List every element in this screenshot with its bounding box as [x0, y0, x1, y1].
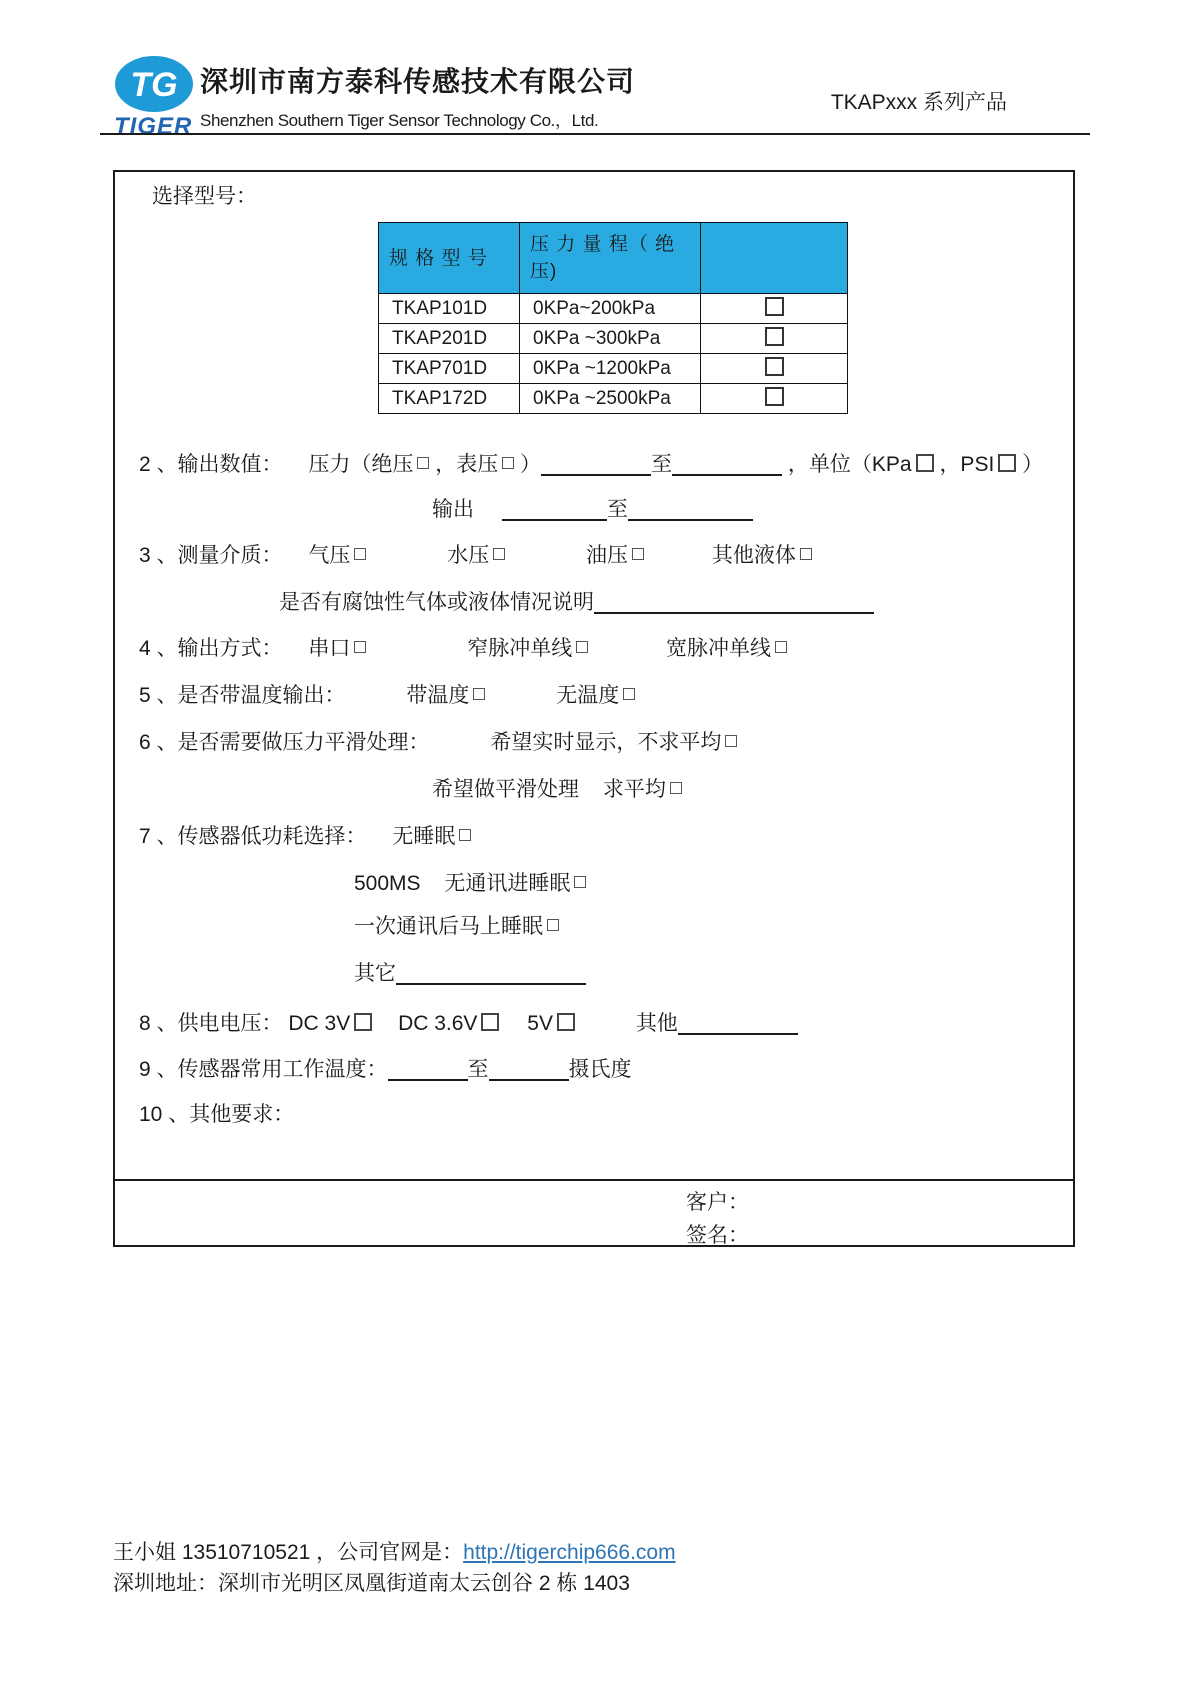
line2-to: 至	[651, 453, 673, 476]
line2-label: 2 、输出数值：	[139, 453, 283, 476]
company-logo	[110, 54, 204, 145]
checkbox-sleep-after-comm[interactable]	[547, 919, 559, 931]
line3-label: 3 、测量介质：	[139, 544, 283, 567]
table-header-select	[701, 223, 848, 294]
line4-serial: 串口	[308, 637, 351, 660]
line7d-other: 其它	[354, 962, 396, 985]
checkbox-no-temperature[interactable]	[623, 688, 635, 700]
blank-pressure-from[interactable]	[541, 452, 651, 476]
range-cell: 0KPa ~1200kPa	[520, 354, 701, 384]
blank-temp-from[interactable]	[388, 1057, 468, 1081]
blank-other-voltage[interactable]	[678, 1011, 798, 1035]
model-cell: TKAP701D	[379, 354, 520, 384]
company-name-en: Shenzhen Southern Tiger Sensor Technology Co.，Ltd.	[200, 111, 599, 130]
line4-label: 4 、输出方式：	[139, 637, 283, 660]
form-line-other-power	[354, 959, 586, 989]
line4-wide-pulse: 宽脉冲单线	[666, 637, 772, 660]
checkbox-5v[interactable]	[557, 1013, 575, 1031]
checkbox-psi[interactable]	[998, 454, 1016, 472]
footer-address-line: 深圳地址：深圳市光明区凤凰街道南太云创谷 2 栋 1403	[113, 1572, 630, 1595]
checkbox-tkap701d[interactable]	[765, 357, 784, 376]
line2-gauge: ，表压	[435, 453, 499, 476]
logo-tiger-text: TIGER	[114, 113, 193, 140]
line6b-smooth: 希望做平滑处理	[432, 778, 579, 801]
blank-corrosive-note[interactable]	[594, 590, 874, 614]
form-line-low-power	[139, 822, 471, 852]
table-row	[379, 354, 848, 384]
line9-celsius: 摄氏度	[568, 1058, 632, 1081]
line2b-output: 输出	[432, 498, 474, 521]
checkbox-no-sleep[interactable]	[459, 829, 471, 841]
checkbox-dc-3v6[interactable]	[481, 1013, 499, 1031]
form-line-smoothing2	[432, 775, 682, 805]
line4-narrow-pulse: 窄脉冲单线	[467, 637, 573, 660]
line8-5v: 5V	[527, 1012, 553, 1035]
line8-other: 其他	[635, 1012, 678, 1035]
form-line-output-mode	[139, 634, 787, 664]
checkbox-narrow-pulse[interactable]	[576, 641, 588, 653]
line6-label: 6 、是否需要做压力平滑处理：	[139, 731, 430, 754]
checkbox-tkap172d[interactable]	[765, 387, 784, 406]
blank-other-power[interactable]	[396, 961, 586, 985]
order-form-box	[113, 170, 1075, 1247]
line7b-no-comm-sleep: 无通讯进睡眠	[444, 872, 571, 895]
model-spec-table	[378, 222, 848, 414]
table-row	[379, 324, 848, 354]
line2-paren: ）	[520, 453, 542, 476]
line2-unit: ，单位（KPa	[787, 453, 912, 476]
line6-realtime: 希望实时显示，不求平均	[490, 731, 722, 754]
form-line-sleep-after-comm	[354, 912, 559, 942]
tiger-logo-icon	[110, 54, 204, 140]
line9-label: 9 、传感器常用工作温度：	[139, 1058, 388, 1081]
line8-dc3v: DC 3V	[288, 1012, 351, 1035]
checkbox-serial-port[interactable]	[354, 641, 366, 653]
blank-temp-to[interactable]	[489, 1057, 569, 1081]
blank-output-from[interactable]	[502, 497, 607, 521]
table-header-row	[379, 223, 848, 294]
line3-water: 水压	[447, 544, 490, 567]
select-model-label: 选择型号：	[152, 185, 257, 208]
line7-label: 7 、传感器低功耗选择：	[139, 825, 367, 848]
line8-label: 8 、供电电压：	[139, 1012, 283, 1035]
line2-close-paren: ）	[1022, 453, 1044, 476]
form-line-other-requirements	[139, 1100, 294, 1130]
line6b-average: 求平均	[602, 778, 666, 801]
form-line-voltage	[139, 1009, 798, 1039]
line8-dc3v6: DC 3.6V	[398, 1012, 478, 1035]
range-cell: 0KPa ~2500kPa	[520, 384, 701, 414]
form-line-output-range	[432, 495, 753, 525]
line5-no-temp: 无温度	[556, 684, 620, 707]
checkbox-realtime-no-average[interactable]	[725, 735, 737, 747]
line9-to: 至	[467, 1058, 489, 1081]
checkbox-tkap201d[interactable]	[765, 327, 784, 346]
checkbox-wide-pulse[interactable]	[775, 641, 787, 653]
line10-label: 10 、其他要求：	[139, 1103, 295, 1126]
table-header-model: 规 格 型 号	[379, 223, 520, 294]
range-cell: 0KPa ~300kPa	[520, 324, 701, 354]
line3-oil: 油压	[586, 544, 629, 567]
checkbox-tkap101d[interactable]	[765, 297, 784, 316]
checkbox-oil-pressure[interactable]	[632, 548, 644, 560]
blank-output-to[interactable]	[628, 497, 753, 521]
table-header-range: 压 力 量 程（ 绝压)	[520, 223, 701, 294]
line2b-to: 至	[606, 498, 628, 521]
line3b-text: 是否有腐蚀性气体或液体情况说明	[279, 591, 594, 614]
checkbox-water-pressure[interactable]	[493, 548, 505, 560]
line2-psi: ，PSI	[939, 453, 995, 476]
website-link[interactable]: http://tigerchip666.com	[463, 1541, 676, 1564]
product-series-title: TKAPxxx 系列产品	[830, 91, 1007, 114]
checkbox-kpa[interactable]	[916, 454, 934, 472]
line3-other-liquid: 其他液体	[711, 544, 796, 567]
line2-pressure: 压力（绝压	[308, 453, 414, 476]
form-line-medium	[139, 541, 812, 571]
form-line-output-values	[139, 450, 1043, 480]
logo-tg-text: TG	[130, 66, 178, 104]
form-line-working-temp	[139, 1055, 632, 1085]
customer-label: 客户：	[686, 1191, 749, 1214]
checkbox-sleep-500ms[interactable]	[574, 876, 586, 888]
form-line-smoothing	[139, 728, 737, 758]
contact-text: 王小姐 13510710521 ，公司官网是：	[113, 1541, 464, 1564]
table-row	[379, 294, 848, 324]
model-cell: TKAP201D	[379, 324, 520, 354]
signature-label: 签名：	[686, 1224, 749, 1247]
table-row	[379, 384, 848, 414]
form-line-sleep-500ms	[354, 869, 586, 899]
line5-label: 5 、是否带温度输出：	[139, 684, 346, 707]
checkbox-with-temperature[interactable]	[473, 688, 485, 700]
header-divider	[100, 133, 1090, 135]
company-name-cn: 深圳市南方泰科传感技术有限公司	[200, 66, 636, 97]
signature-section	[115, 1179, 1073, 1245]
line7b-500ms: 500MS	[354, 872, 421, 895]
checkbox-smoothing-average[interactable]	[670, 782, 682, 794]
blank-pressure-to[interactable]	[672, 452, 782, 476]
footer-contact-line	[113, 1537, 676, 1568]
checkbox-other-liquid[interactable]	[800, 548, 812, 560]
form-line-temperature	[139, 681, 635, 711]
model-cell: TKAP172D	[379, 384, 520, 414]
checkbox-gauge-pressure[interactable]	[502, 457, 514, 469]
line5-with-temp: 带温度	[406, 684, 470, 707]
range-cell: 0KPa~200kPa	[520, 294, 701, 324]
model-cell: TKAP101D	[379, 294, 520, 324]
checkbox-absolute-pressure[interactable]	[417, 457, 429, 469]
line3-air: 气压	[308, 544, 351, 567]
footer	[113, 1537, 676, 1599]
line7-no-sleep: 无睡眠	[392, 825, 456, 848]
form-line-corrosive	[279, 588, 874, 618]
checkbox-air-pressure[interactable]	[354, 548, 366, 560]
checkbox-dc-3v[interactable]	[354, 1013, 372, 1031]
line7c-sleep-after: 一次通讯后马上睡眠	[354, 915, 543, 938]
